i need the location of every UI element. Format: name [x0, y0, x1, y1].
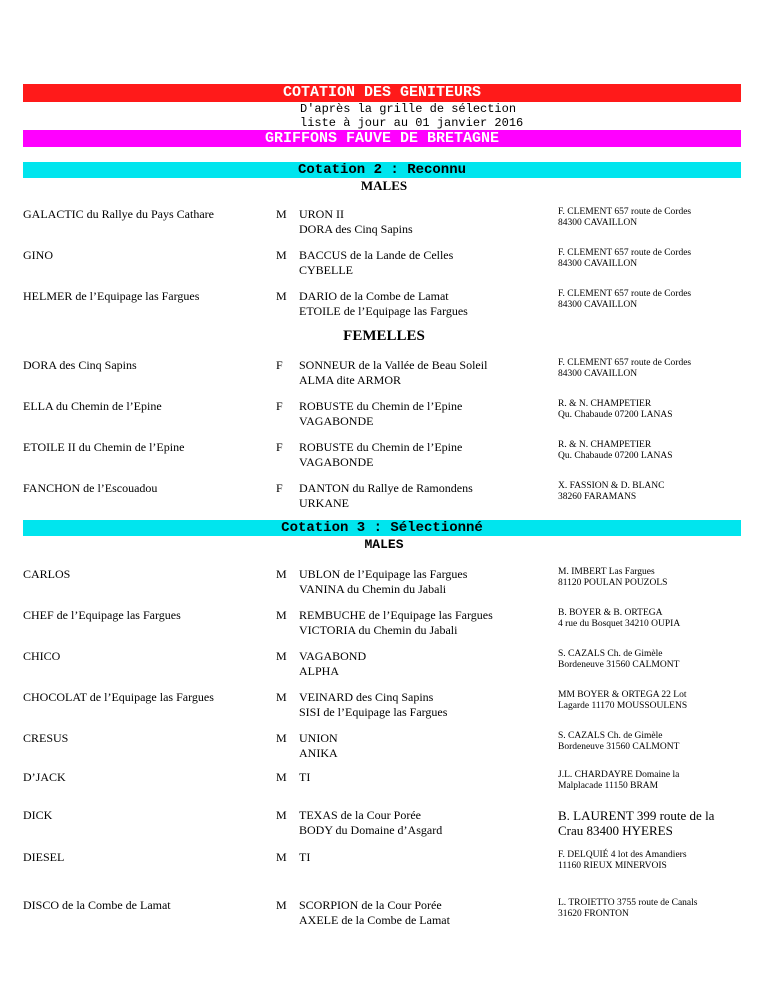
sire: BACCUS de la Lande de Celles	[299, 248, 454, 262]
breeder-line-2: 84300 CAVAILLON	[558, 300, 638, 310]
dog-name: CHEF de l’Equipage las Fargues	[23, 608, 181, 622]
dam: SISI de l’Equipage las Fargues	[299, 705, 448, 719]
subtitle-line-2: liste à jour au 01 janvier 2016	[300, 116, 524, 130]
parents	[299, 207, 413, 237]
sire: SONNEUR de la Vallée de Beau Soleil	[299, 358, 488, 372]
parents	[299, 248, 453, 278]
parents	[299, 440, 462, 470]
breeder	[558, 808, 748, 838]
sire: VEINARD des Cinq Sapins	[299, 690, 434, 704]
sire: DARIO de la Combe de Lamat	[299, 289, 449, 303]
dog-name: CHICO	[23, 649, 61, 663]
sire: URON II	[299, 207, 344, 221]
sire: SCORPION de la Cour Porée	[299, 898, 442, 912]
sire: UBLON de l’Equipage las Fargues	[299, 567, 468, 581]
dog-name: ELLA du Chemin de l’Epine	[23, 399, 162, 413]
breeder	[558, 481, 748, 503]
dam: VAGABONDE	[299, 455, 374, 469]
dog-sex: M	[276, 608, 287, 622]
breeder-line-1: F. CLEMENT 657 route de Cordes	[558, 358, 692, 368]
breeder-line-1: S. CAZALS Ch. de Gimèle	[558, 731, 663, 741]
dog-name: FANCHON de l’Escouadou	[23, 481, 158, 495]
breeder-line-2: Bordeneuve 31560 CALMONT	[558, 742, 680, 752]
breeder-line-2: Bordeneuve 31560 CALMONT	[558, 660, 680, 670]
breeder	[558, 690, 748, 712]
sire: ROBUSTE du Chemin de l’Epine	[299, 440, 463, 454]
dog-name: CRESUS	[23, 731, 69, 745]
dam: VICTORIA du Chemin du Jabali	[299, 623, 458, 637]
breeder	[558, 731, 748, 753]
breeder-line-2: 84300 CAVAILLON	[558, 369, 638, 379]
dam: URKANE	[299, 496, 349, 510]
breeder-line-1: S. CAZALS Ch. de Gimèle	[558, 649, 663, 659]
dog-sex: M	[276, 649, 287, 663]
sire: REMBUCHE de l’Equipage las Fargues	[299, 608, 493, 622]
dog-name: DORA des Cinq Sapins	[23, 358, 137, 372]
subtitle	[300, 102, 523, 130]
breeder-line-1: B. BOYER & B. ORTEGA	[558, 608, 663, 618]
dam: AXELE de la Combe de Lamat	[299, 913, 450, 927]
breeder-line-1: M. IMBERT Las Fargues	[558, 567, 655, 577]
cotation-3-males-heading: MALES	[364, 537, 404, 552]
breeder-line-2: 31620 FRONTON	[558, 909, 629, 919]
cotation-2-males-heading: MALES	[360, 178, 408, 193]
parents	[299, 481, 473, 511]
dog-name: DIESEL	[23, 850, 65, 864]
dog-sex: M	[276, 898, 287, 912]
dam: ALMA dite ARMOR	[299, 373, 402, 387]
cotation-2-header: Cotation 2 : Reconnu	[23, 162, 741, 178]
breeder-line-2: Lagarde 11170 MOUSSOULENS	[558, 701, 688, 711]
breeder	[558, 399, 748, 421]
breeder	[558, 649, 748, 671]
dog-sex: F	[276, 481, 283, 495]
dog-sex: F	[276, 399, 283, 413]
breeder	[558, 358, 748, 380]
parents	[299, 690, 447, 720]
dog-sex: M	[276, 770, 287, 784]
dog-sex: M	[276, 850, 287, 864]
breed-title: GRIFFONS FAUVE DE BRETAGNE	[23, 130, 741, 147]
breeder	[558, 207, 748, 229]
sire: TEXAS de la Cour Porée	[299, 808, 421, 822]
sire: ROBUSTE du Chemin de l’Epine	[299, 399, 463, 413]
sire: TI	[299, 770, 311, 784]
breeder-line-1: F. CLEMENT 657 route de Cordes	[558, 289, 692, 299]
dog-sex: M	[276, 690, 287, 704]
breeder-line-1: B. LAURENT 399 route de la	[558, 808, 715, 823]
parents	[299, 358, 487, 388]
breeder-line-2: 84300 CAVAILLON	[558, 259, 638, 269]
breeder-line-1: F. CLEMENT 657 route de Cordes	[558, 248, 692, 258]
parents	[299, 399, 462, 429]
breeder	[558, 770, 748, 792]
breeder-line-2: 4 rue du Bosquet 34210 OUPIA	[558, 619, 681, 629]
sire: TI	[299, 850, 311, 864]
dog-name: GINO	[23, 248, 53, 262]
dog-sex: M	[276, 248, 287, 262]
parents	[299, 567, 467, 597]
dam: BODY du Domaine d’Asgard	[299, 823, 443, 837]
dam: ANIKA	[299, 746, 338, 760]
dog-sex: M	[276, 289, 287, 303]
breeder-line-2: 38260 FARAMANS	[558, 492, 637, 502]
dog-sex: M	[276, 567, 287, 581]
cotation-2-females-heading: FEMELLES	[343, 328, 425, 344]
parents	[299, 850, 310, 865]
dam: ETOILE de l’Equipage las Fargues	[299, 304, 468, 318]
dog-name: CARLOS	[23, 567, 71, 581]
dog-sex: M	[276, 808, 287, 822]
breeder-line-1: R. & N. CHAMPETIER	[558, 399, 652, 409]
sire: VAGABOND	[299, 649, 367, 663]
breeder	[558, 440, 748, 462]
breeder	[558, 608, 748, 630]
parents	[299, 898, 450, 928]
dam: ALPHA	[299, 664, 340, 678]
dog-sex: M	[276, 207, 287, 221]
parents	[299, 808, 442, 838]
parents	[299, 731, 338, 761]
breeder-line-2: Qu. Chabaude 07200 LANAS	[558, 410, 673, 420]
breeder-line-2: Crau 83400 HYERES	[558, 823, 673, 838]
dam: VANINA du Chemin du Jabali	[299, 582, 447, 596]
document-title: COTATION DES GENITEURS	[23, 84, 741, 102]
sire: UNION	[299, 731, 338, 745]
dog-name: DISCO de la Combe de Lamat	[23, 898, 171, 912]
breeder	[558, 248, 748, 270]
dog-sex: F	[276, 440, 283, 454]
breeder-line-1: MM BOYER & ORTEGA 22 Lot	[558, 690, 687, 700]
dog-sex: M	[276, 731, 287, 745]
parents	[299, 649, 366, 679]
parents	[299, 289, 468, 319]
breeder	[558, 289, 748, 311]
breeder-line-2: 81120 POULAN POUZOLS	[558, 578, 668, 588]
dog-name: DICK	[23, 808, 53, 822]
breeder-line-1: R. & N. CHAMPETIER	[558, 440, 652, 450]
breeder-line-1: J.L. CHARDAYRE Domaine la	[558, 770, 680, 780]
cotation-3-header: Cotation 3 : Sélectionné	[23, 520, 741, 536]
breeder	[558, 567, 748, 589]
sire: DANTON du Rallye de Ramondens	[299, 481, 473, 495]
subtitle-line-1: D'après la grille de sélection	[300, 102, 517, 116]
breeder-line-1: F. CLEMENT 657 route de Cordes	[558, 207, 692, 217]
dog-name: D’JACK	[23, 770, 66, 784]
breeder-line-1: F. DELQUIÉ 4 lot des Amandiers	[558, 850, 687, 860]
dog-name: HELMER de l’Equipage las Fargues	[23, 289, 200, 303]
breeder-line-2: 84300 CAVAILLON	[558, 218, 638, 228]
breeder-line-1: X. FASSION & D. BLANC	[558, 481, 665, 491]
breeder-line-1: L. TROIETTO 3755 route de Canals	[558, 898, 698, 908]
dog-name: CHOCOLAT de l’Equipage las Fargues	[23, 690, 214, 704]
dam: CYBELLE	[299, 263, 353, 277]
breeder-line-2: Malplacade 11150 BRAM	[558, 781, 659, 791]
parents	[299, 608, 493, 638]
dog-sex: F	[276, 358, 283, 372]
dam: DORA des Cinq Sapins	[299, 222, 413, 236]
breeder	[558, 898, 748, 920]
dog-name: ETOILE II du Chemin de l’Epine	[23, 440, 185, 454]
dam: VAGABONDE	[299, 414, 374, 428]
breeder-line-2: Qu. Chabaude 07200 LANAS	[558, 451, 673, 461]
breeder-line-2: 11160 RIEUX MINERVOIS	[558, 861, 667, 871]
dog-name: GALACTIC du Rallye du Pays Cathare	[23, 207, 214, 221]
parents	[299, 770, 310, 785]
breeder	[558, 850, 748, 872]
